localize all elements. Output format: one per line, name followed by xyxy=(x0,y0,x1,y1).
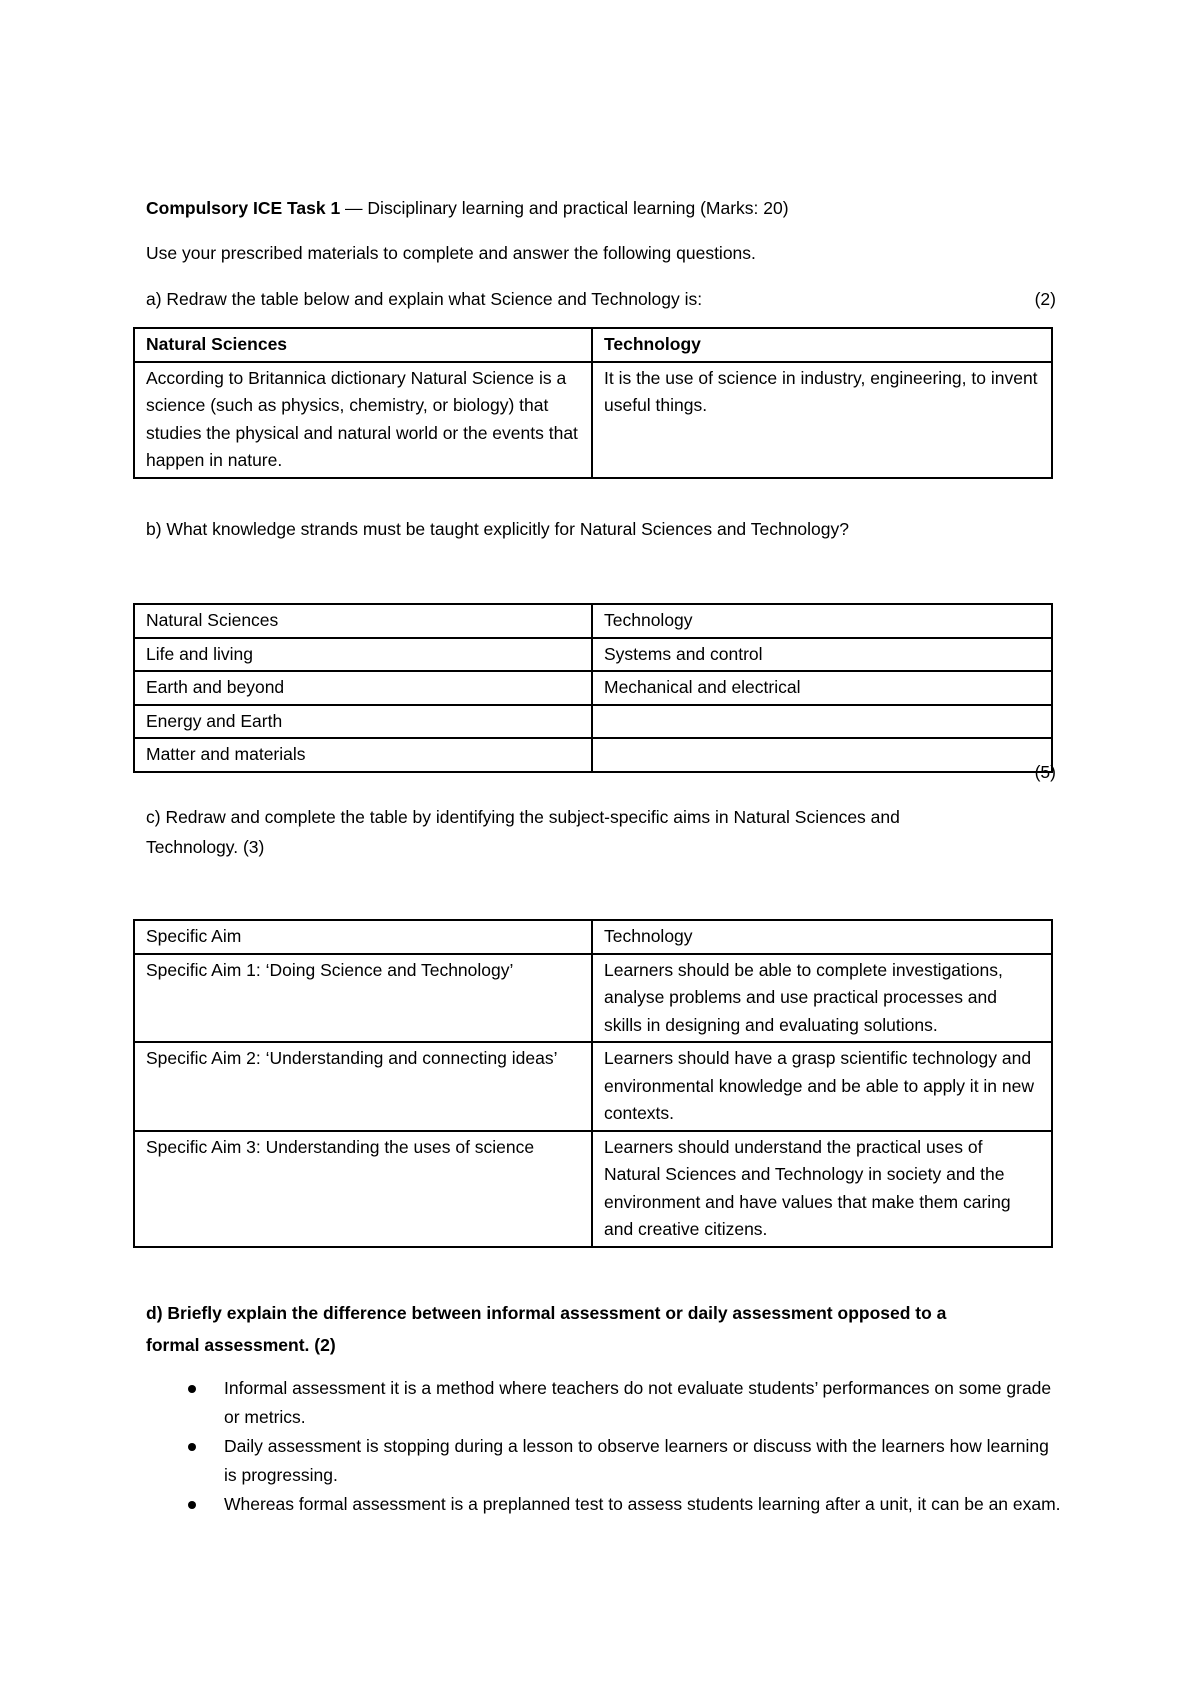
question-a-marks: (2) xyxy=(1034,289,1056,309)
table-c-cell: Learners should have a grasp scientific technology and environmental knowledge and be able to apply it in new contexts. xyxy=(592,1042,1052,1131)
table-b-cell: Earth and beyond xyxy=(134,671,592,705)
question-a-text: a) Redraw the table below and explain what Science and Technology is: xyxy=(146,289,703,309)
table-row xyxy=(134,1042,1052,1131)
table-c-header-2: Technology xyxy=(592,920,1052,954)
table-row xyxy=(134,604,1052,638)
table-c-cell: Specific Aim 2: ‘Understanding and connecting ideas’ xyxy=(134,1042,592,1131)
table-row xyxy=(134,362,1052,478)
table-a-header-2: Technology xyxy=(592,328,1052,362)
table-c xyxy=(133,919,1053,1248)
table-a xyxy=(133,327,1053,479)
table-b-cell: Life and living xyxy=(134,638,592,672)
table-row xyxy=(134,671,1052,705)
table-b-cell xyxy=(592,705,1052,739)
table-row xyxy=(134,705,1052,739)
table-b-cell: Energy and Earth xyxy=(134,705,592,739)
table-c-header-1: Specific Aim xyxy=(134,920,592,954)
bullet-icon xyxy=(188,1443,196,1451)
table-a-header-1: Natural Sciences xyxy=(134,328,592,362)
table-b-cell xyxy=(592,738,1052,772)
table-b-cell: Matter and materials xyxy=(134,738,592,772)
task-heading-rest: — Disciplinary learning and practical learning (Marks: 20) xyxy=(340,198,789,218)
table-b-header-1: Natural Sciences xyxy=(134,604,592,638)
table-row xyxy=(134,328,1052,362)
question-d-line-2: formal assessment. (2) xyxy=(146,1335,336,1355)
table-row xyxy=(134,920,1052,954)
question-b-text: b) What knowledge strands must be taught explicitly for Natural Sciences and Technology? xyxy=(146,519,849,539)
task-heading-bold: Compulsory ICE Task 1 xyxy=(146,198,341,218)
list-item xyxy=(146,1490,1066,1519)
table-b-cell: Systems and control xyxy=(592,638,1052,672)
table-b-header-2: Technology xyxy=(592,604,1052,638)
task-heading xyxy=(146,193,1056,223)
table-c-cell: Specific Aim 1: ‘Doing Science and Technology’ xyxy=(134,954,592,1043)
table-row xyxy=(134,1131,1052,1247)
table-b xyxy=(133,603,1053,773)
list-item-text: Daily assessment is stopping during a lesson to observe learners or discuss with the learners how learning is progressing. xyxy=(224,1436,1049,1485)
list-item-text: Informal assessment it is a method where teachers do not evaluate students’ performances on some grade or metrics. xyxy=(224,1378,1052,1427)
list-item xyxy=(146,1374,1066,1432)
question-c-line-2: Technology. (3) xyxy=(146,837,265,857)
list-item-text: Whereas formal assessment is a preplanned test to assess students learning after a unit, it can be an exam. xyxy=(224,1494,1061,1514)
table-row xyxy=(134,954,1052,1043)
question-a xyxy=(146,284,1056,314)
instruction-text: Use your prescribed materials to complete and answer the following questions. xyxy=(146,243,756,263)
list-item xyxy=(146,1432,1066,1490)
table-b-cell: Mechanical and electrical xyxy=(592,671,1052,705)
table-row xyxy=(134,638,1052,672)
bullet-icon xyxy=(188,1501,196,1509)
bullet-icon xyxy=(188,1385,196,1393)
table-row xyxy=(134,738,1052,772)
table-c-cell: Learners should understand the practical uses of Natural Sciences and Technology in society and the environment and have values that make them caring and creative citizens. xyxy=(592,1131,1052,1247)
table-a-cell: It is the use of science in industry, engineering, to invent useful things. xyxy=(592,362,1052,478)
question-c-line-1: c) Redraw and complete the table by identifying the subject-specific aims in Natural Sciences and xyxy=(146,807,900,827)
table-c-cell: Specific Aim 3: Understanding the uses of science xyxy=(134,1131,592,1247)
question-b-marks: (5) xyxy=(1034,762,1056,782)
answer-d-list xyxy=(146,1374,1066,1519)
table-c-cell: Learners should be able to complete investigations, analyse problems and use practical processes and skills in designing and evaluating solutions. xyxy=(592,954,1052,1043)
table-a-cell: According to Britannica dictionary Natural Science is a science (such as physics, chemistry, or biology) that studies the physical and natural world or the events that happen in nature. xyxy=(134,362,592,478)
question-d-line-1: d) Briefly explain the difference between informal assessment or daily assessment opposed to a xyxy=(146,1303,947,1323)
